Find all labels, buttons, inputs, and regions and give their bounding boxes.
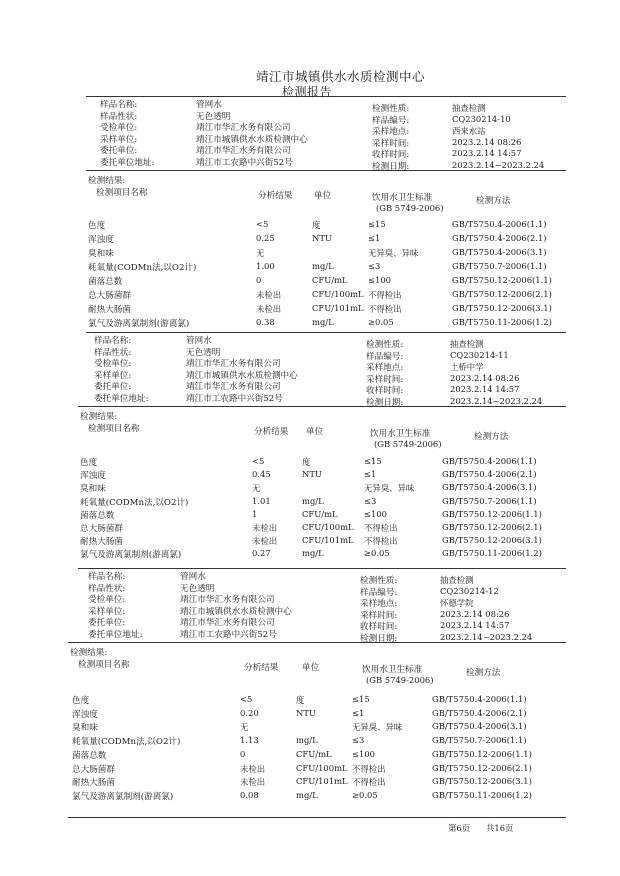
entrust-address-label: 委托单位地址: bbox=[100, 158, 155, 168]
row-result: 未检出 bbox=[240, 777, 266, 788]
report-title: 检测报告 bbox=[282, 85, 333, 99]
sampling-unit-value: 靖江市城镇供水水质检测中心 bbox=[180, 606, 292, 617]
row-unit: CFU/101mL bbox=[312, 303, 364, 313]
section-rule bbox=[68, 642, 566, 643]
sample-state-value: 无色透明 bbox=[186, 347, 221, 358]
row-limit: 无异臭、异味 bbox=[364, 483, 415, 494]
entrust-unit-value: 靖江市华汇水务有限公司 bbox=[180, 618, 275, 629]
row-unit: mg/L bbox=[312, 317, 334, 327]
test-date-label: 检测日期: bbox=[372, 162, 410, 172]
sample-name-label: 样品名称: bbox=[88, 572, 126, 582]
row-result: 0.08 bbox=[240, 789, 259, 800]
column-standard-header: 饮用水卫生标准 bbox=[362, 665, 423, 675]
row-limit: 无异臭、异味 bbox=[368, 248, 419, 258]
row-limit: ≤100 bbox=[352, 748, 376, 759]
row-item: 臭和味 bbox=[72, 723, 98, 734]
row-limit: ≤15 bbox=[368, 219, 386, 229]
row-unit: 度 bbox=[302, 457, 311, 467]
row-method: GB/T5750.12-2006(3.1) bbox=[432, 776, 532, 787]
row-limit: ≥0.05 bbox=[368, 317, 394, 327]
row-unit: 度 bbox=[296, 695, 305, 705]
row-limit: ≤15 bbox=[364, 456, 382, 466]
row-unit: mg/L bbox=[302, 495, 324, 506]
row-limit: ≤100 bbox=[368, 275, 392, 285]
column-result-header: 分析结果 bbox=[244, 663, 279, 673]
row-result: 未检出 bbox=[252, 523, 278, 533]
row-unit: mg/L bbox=[302, 548, 324, 559]
column-method-header: 检测方法 bbox=[474, 432, 509, 442]
sample-state-label: 样品性状: bbox=[88, 583, 126, 594]
row-item: 耗氧量(CODMn法,以O2计) bbox=[88, 263, 197, 273]
row-method: GB/T5750.12-2006(3.1) bbox=[442, 535, 542, 546]
page-total: 共16页 bbox=[486, 823, 514, 833]
row-unit: CFU/100mL bbox=[302, 522, 354, 532]
results-label: 检测结果: bbox=[70, 648, 108, 658]
sampling-site-label: 采样地点: bbox=[360, 599, 398, 610]
row-limit: ≥0.05 bbox=[352, 789, 378, 800]
row-unit: NTU bbox=[312, 233, 332, 243]
row-method: GB/T5750.4-2006(3.1) bbox=[442, 482, 537, 493]
row-limit: ≤15 bbox=[352, 694, 370, 704]
client-unit-label: 受检单位: bbox=[88, 595, 126, 606]
sample-name-value: 管网水 bbox=[196, 100, 222, 110]
row-result: 未检出 bbox=[240, 763, 266, 774]
row-result: 1.01 bbox=[252, 495, 271, 506]
column-standard-header: 饮用水卫生标准 bbox=[372, 193, 433, 203]
sample-number-label: 样品编号: bbox=[360, 587, 398, 598]
column-result-header: 分析结果 bbox=[258, 191, 293, 201]
sampling-time-label: 采样时间: bbox=[360, 610, 398, 621]
section-rule bbox=[86, 170, 566, 171]
sampling-unit-label: 采样单位: bbox=[88, 606, 126, 617]
row-limit: ≤3 bbox=[364, 495, 377, 506]
row-unit: mg/L bbox=[312, 261, 334, 271]
row-method: GB/T5750.12-2006(3.1) bbox=[452, 303, 552, 313]
results-label: 检测结果: bbox=[80, 412, 118, 422]
row-limit: 不得检出 bbox=[368, 304, 402, 314]
row-result: 无 bbox=[252, 483, 261, 494]
sample-state-label: 样品性状: bbox=[94, 347, 132, 358]
row-unit: NTU bbox=[296, 707, 316, 718]
row-method: GB/T5750.4-2006(2.1) bbox=[432, 707, 527, 718]
row-limit: ≤100 bbox=[364, 508, 388, 519]
receive-time-value: 2023.2.14 14:57 bbox=[450, 384, 520, 395]
sample-state-label: 样品性状: bbox=[100, 111, 138, 122]
row-method: GB/T5750.4-2006(2.1) bbox=[452, 233, 547, 243]
column-standard-header: 饮用水卫生标准 bbox=[370, 429, 431, 439]
column-item-header: 检测项目名称 bbox=[78, 660, 130, 670]
row-item: 浑浊度 bbox=[88, 235, 114, 245]
row-item: 浑浊度 bbox=[80, 471, 106, 482]
entrust-address-value: 靖江市工农路中兴街52号 bbox=[186, 394, 283, 404]
column-unit-header: 单位 bbox=[302, 663, 320, 673]
entrust-address-value: 靖江市工农路中兴街52号 bbox=[180, 630, 277, 640]
row-limit: 不得检出 bbox=[364, 523, 398, 533]
row-item: 耐热大肠菌 bbox=[72, 778, 115, 789]
test-date-value: 2023.2.14~2023.2.24 bbox=[440, 632, 533, 642]
section-rule bbox=[78, 406, 566, 407]
column-item-header: 检测项目名称 bbox=[88, 424, 140, 434]
row-item: 色度 bbox=[88, 221, 106, 231]
results-label: 检测结果: bbox=[88, 176, 126, 186]
row-method: GB/T5750.4-2006(1.1) bbox=[442, 456, 537, 466]
sample-number-label: 样品编号: bbox=[366, 351, 404, 362]
sample-name-value: 管网水 bbox=[186, 336, 212, 346]
row-item: 菌落总数 bbox=[88, 277, 123, 287]
receive-time-value: 2023.2.14 14:57 bbox=[440, 620, 510, 631]
client-unit-value: 靖江市华汇水务有限公司 bbox=[180, 595, 275, 606]
row-unit: mg/L bbox=[296, 789, 318, 800]
client-unit-value: 靖江市华汇水务有限公司 bbox=[196, 123, 291, 134]
row-method: GB/T5750.12-2006(1.1) bbox=[432, 748, 532, 759]
test-nature-label: 检测性质: bbox=[360, 576, 398, 586]
sampling-site-label: 采样地点: bbox=[372, 127, 410, 138]
sample-number-label: 样品编号: bbox=[372, 115, 410, 126]
sampling-unit-value: 靖江市城镇供水水质检测中心 bbox=[186, 370, 298, 381]
row-item: 菌落总数 bbox=[72, 750, 107, 761]
test-date-value: 2023.2.14~2023.2.24 bbox=[450, 396, 543, 406]
report-org-title: 靖江市城镇供水水质检测中心 bbox=[256, 69, 426, 84]
row-item: 氯气及游离氯制剂(游离氯) bbox=[88, 319, 190, 329]
sampling-site-label: 采样地点: bbox=[366, 363, 404, 374]
row-item: 总大肠菌群 bbox=[80, 524, 123, 534]
row-result: 未检出 bbox=[256, 304, 282, 314]
row-result: 0 bbox=[240, 748, 246, 759]
column-method-header: 检测方法 bbox=[476, 196, 511, 206]
row-result: <5 bbox=[252, 456, 265, 466]
row-result: 0.38 bbox=[256, 317, 275, 327]
column-item-header: 检测项目名称 bbox=[96, 188, 148, 198]
row-result: 未检出 bbox=[252, 536, 278, 547]
client-unit-value: 靖江市华汇水务有限公司 bbox=[186, 359, 281, 370]
test-nature-value: 抽查检测 bbox=[440, 575, 474, 585]
row-method: GB/T5750.7-2006(1.1) bbox=[432, 735, 527, 746]
sample-name-label: 样品名称: bbox=[94, 336, 132, 346]
sampling-unit-value: 靖江市城镇供水水质检测中心 bbox=[196, 134, 308, 145]
row-limit: 不得检出 bbox=[352, 763, 386, 774]
row-method: GB/T5750.7-2006(1.1) bbox=[442, 495, 537, 506]
entrust-unit-label: 委托单位: bbox=[94, 382, 132, 393]
row-method: GB/T5750.11-2006(1.2) bbox=[432, 789, 532, 800]
row-unit: CFU/mL bbox=[312, 275, 348, 285]
row-limit: 不得检出 bbox=[364, 536, 398, 547]
page-number: 第6页 bbox=[448, 823, 471, 833]
row-result: 0 bbox=[256, 275, 262, 285]
row-item: 总大肠菌群 bbox=[72, 764, 115, 775]
row-method: GB/T5750.11-2006(1.2) bbox=[452, 317, 552, 327]
entrust-unit-value: 靖江市华汇水务有限公司 bbox=[186, 382, 281, 393]
test-nature-value: 抽查检测 bbox=[452, 103, 486, 113]
sample-number-value: CQ230214-11 bbox=[450, 349, 509, 360]
column-standard-code: (GB 5749-2006) bbox=[376, 203, 444, 213]
row-item: 臭和味 bbox=[88, 249, 114, 259]
entrust-unit-value: 靖江市华汇水务有限公司 bbox=[196, 146, 291, 157]
row-method: GB/T5750.12-2006(1.1) bbox=[452, 275, 552, 285]
sampling-unit-label: 采样单位: bbox=[100, 134, 138, 145]
row-unit: 度 bbox=[312, 220, 321, 230]
row-result: 无 bbox=[256, 248, 265, 258]
row-item: 氯气及游离氯制剂(游离氯) bbox=[80, 550, 182, 561]
row-method: GB/T5750.4-2006(3.1) bbox=[452, 247, 547, 257]
row-limit: ≥0.05 bbox=[364, 548, 390, 559]
test-nature-label: 检测性质: bbox=[366, 340, 404, 350]
sampling-time-label: 采样时间: bbox=[366, 374, 404, 385]
row-unit: CFU/100mL bbox=[296, 762, 348, 773]
row-result: 1.13 bbox=[240, 735, 259, 746]
header-rule bbox=[86, 96, 566, 97]
section-end-rule bbox=[78, 568, 566, 569]
sampling-time-label: 采样时间: bbox=[372, 138, 410, 149]
client-unit-label: 受检单位: bbox=[100, 123, 138, 134]
entrust-address-label: 委托单位地址: bbox=[94, 394, 149, 404]
row-unit: CFU/mL bbox=[296, 748, 332, 759]
row-method: GB/T5750.4-2006(1.1) bbox=[432, 694, 527, 704]
section-end-rule bbox=[86, 332, 566, 333]
receive-time-label: 收样时间: bbox=[360, 622, 398, 633]
row-limit: 不得检出 bbox=[352, 777, 386, 788]
test-nature-value: 抽查检测 bbox=[450, 339, 484, 349]
test-nature-label: 检测性质: bbox=[372, 104, 410, 114]
row-method: GB/T5750.4-2006(2.1) bbox=[442, 469, 537, 480]
row-item: 耗氧量(CODMn法,以O2计) bbox=[72, 737, 181, 748]
sampling-site-value: 怀德学院 bbox=[440, 598, 474, 609]
row-limit: 不得检出 bbox=[368, 290, 402, 300]
row-item: 菌落总数 bbox=[80, 510, 115, 521]
row-result: 0.27 bbox=[252, 548, 271, 559]
test-date-value: 2023.2.14~2023.2.24 bbox=[452, 160, 545, 170]
row-result: <5 bbox=[240, 694, 253, 704]
entrust-unit-label: 委托单位: bbox=[88, 618, 126, 629]
row-limit: ≤1 bbox=[368, 233, 381, 243]
row-method: GB/T5750.12-2006(2.1) bbox=[442, 522, 542, 532]
row-unit: NTU bbox=[302, 469, 322, 480]
row-item: 氯气及游离氯制剂(游离氯) bbox=[72, 791, 174, 802]
sample-state-value: 无色透明 bbox=[180, 583, 215, 594]
row-method: GB/T5750.4-2006(3.1) bbox=[432, 721, 527, 732]
row-limit: ≤1 bbox=[364, 469, 377, 480]
entrust-address-value: 靖江市工农路中兴街52号 bbox=[196, 158, 293, 168]
row-item: 耗氧量(CODMn法,以O2计) bbox=[80, 497, 189, 508]
row-limit: 无异臭、异味 bbox=[352, 722, 403, 733]
row-method: GB/T5750.11-2006(1.2) bbox=[442, 548, 542, 559]
row-result: 1.00 bbox=[256, 261, 275, 271]
sampling-site-value: 土桥中学 bbox=[450, 362, 484, 373]
row-item: 臭和味 bbox=[80, 484, 106, 495]
sampling-time-value: 2023.2.14 08:26 bbox=[450, 372, 520, 383]
footer-rule bbox=[68, 817, 566, 818]
row-method: GB/T5750.7-2006(1.1) bbox=[452, 261, 547, 271]
row-result: 未检出 bbox=[256, 290, 282, 300]
sampling-time-value: 2023.2.14 08:26 bbox=[440, 608, 510, 619]
row-limit: ≤3 bbox=[352, 735, 365, 746]
entrust-unit-label: 委托单位: bbox=[100, 146, 138, 157]
row-item: 色度 bbox=[80, 458, 98, 468]
column-unit-header: 单位 bbox=[306, 427, 324, 437]
row-result: 0.45 bbox=[252, 469, 271, 480]
column-method-header: 检测方法 bbox=[466, 668, 501, 678]
test-date-label: 检测日期: bbox=[360, 634, 398, 644]
row-result: 0.25 bbox=[256, 233, 275, 243]
row-unit: CFU/mL bbox=[302, 508, 338, 519]
row-method: GB/T5750.12-2006(2.1) bbox=[432, 762, 532, 773]
row-item: 总大肠菌群 bbox=[88, 291, 131, 301]
row-result: 1 bbox=[252, 508, 258, 519]
sample-number-value: CQ230214-12 bbox=[440, 585, 499, 596]
test-date-label: 检测日期: bbox=[366, 398, 404, 408]
row-unit: CFU/101mL bbox=[296, 776, 348, 787]
entrust-address-label: 委托单位地址: bbox=[88, 630, 143, 640]
sample-number-value: CQ230214-10 bbox=[452, 113, 511, 124]
row-unit: CFU/100mL bbox=[312, 289, 364, 299]
sampling-site-value: 西来水站 bbox=[452, 126, 486, 137]
row-item: 耐热大肠菌 bbox=[80, 537, 123, 548]
row-result: <5 bbox=[256, 219, 269, 229]
row-limit: ≤1 bbox=[352, 707, 365, 718]
receive-time-value: 2023.2.14 14:57 bbox=[452, 148, 522, 159]
receive-time-label: 收样时间: bbox=[372, 150, 410, 161]
row-method: GB/T5750.12-2006(2.1) bbox=[452, 289, 552, 299]
sampling-time-value: 2023.2.14 08:26 bbox=[452, 136, 522, 147]
column-result-header: 分析结果 bbox=[254, 427, 289, 437]
column-standard-code: (GB 5749-2006) bbox=[366, 675, 434, 685]
row-unit: CFU/101mL bbox=[302, 535, 354, 546]
row-limit: ≤3 bbox=[368, 261, 381, 271]
sample-name-value: 管网水 bbox=[180, 572, 206, 582]
row-result: 无 bbox=[240, 722, 249, 733]
row-method: GB/T5750.4-2006(1.1) bbox=[452, 219, 547, 229]
column-unit-header: 单位 bbox=[314, 191, 332, 201]
row-item: 浑浊度 bbox=[72, 709, 98, 720]
receive-time-label: 收样时间: bbox=[366, 386, 404, 397]
sample-state-value: 无色透明 bbox=[196, 111, 231, 122]
sampling-unit-label: 采样单位: bbox=[94, 370, 132, 381]
column-standard-code: (GB 5749-2006) bbox=[374, 439, 442, 449]
row-method: GB/T5750.12-2006(1.1) bbox=[442, 508, 542, 519]
row-item: 耐热大肠菌 bbox=[88, 305, 131, 315]
row-result: 0.20 bbox=[240, 707, 259, 718]
sample-name-label: 样品名称: bbox=[100, 100, 138, 110]
row-item: 色度 bbox=[72, 696, 90, 706]
client-unit-label: 受检单位: bbox=[94, 359, 132, 370]
row-unit: mg/L bbox=[296, 735, 318, 746]
